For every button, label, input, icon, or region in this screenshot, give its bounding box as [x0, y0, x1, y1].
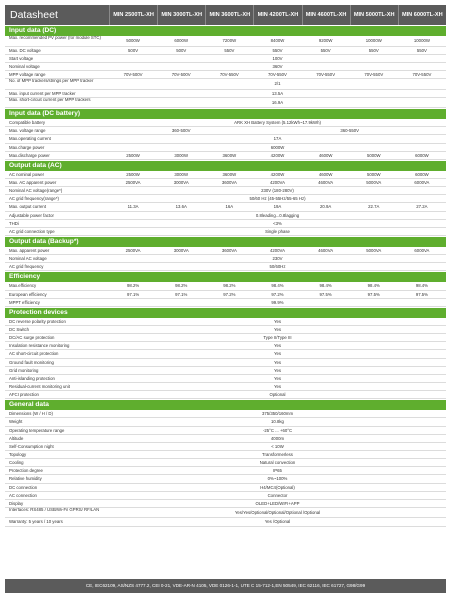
spec-value: 98.2% [126, 283, 140, 289]
spec-row [5, 144, 446, 152]
spec-row [5, 71, 446, 79]
spec-label: Max. DC voltage [9, 47, 41, 53]
spec-label: Start voltage [9, 55, 34, 61]
spec-value: 230V [272, 256, 283, 262]
spec-value: -25°C ... +60°C [262, 427, 293, 433]
spec-value: 500V [128, 47, 139, 53]
spec-label: AFCI protection [9, 392, 39, 398]
spec-label: Grid monitoring [9, 367, 39, 373]
spec-values [109, 334, 446, 341]
spec-values [109, 518, 446, 525]
spec-values [109, 255, 446, 262]
spec-row [5, 508, 446, 519]
spec-value: Yes/Yes/Optional/Optional/Optional /Optional [234, 509, 321, 515]
spec-value: IP65 [273, 468, 282, 474]
spec-value: 360-500V [171, 128, 191, 134]
spec-label: Self-Consumption night [9, 443, 54, 449]
spec-values [109, 79, 446, 89]
spec-value: 13.6A [175, 204, 187, 210]
spec-value: 20.9A [320, 204, 332, 210]
spec-value: 70V-500V [171, 71, 191, 77]
spec-value: 3000VA [173, 248, 189, 254]
spec-value: 70V-550V [268, 71, 287, 77]
spec-row [5, 427, 446, 435]
spec-row [5, 475, 446, 483]
spec-value: 5000VA [366, 248, 382, 254]
spec-value: 97.5% [415, 291, 428, 297]
spec-row [5, 443, 446, 451]
section-header: Input data (DC) [5, 26, 446, 36]
spec-values [109, 326, 446, 333]
spec-label: Anti-islanding protection [9, 375, 55, 381]
spec-value: 7200W [222, 38, 237, 43]
spec-value: 6000W [270, 144, 285, 150]
datasheet-header [5, 5, 446, 25]
spec-value: 8400W [270, 38, 285, 43]
spec-row [5, 299, 446, 307]
spec-value: 550V [368, 47, 379, 53]
spec-values [109, 282, 446, 289]
spec-row [5, 350, 446, 358]
spec-values [109, 228, 446, 235]
spec-label: DC Switch [9, 327, 30, 333]
spec-row [5, 152, 446, 160]
spec-values [109, 171, 446, 178]
spec-value: ARK XH Battery System (5.12kWh~17.9kWh) [234, 120, 321, 126]
spec-row [5, 318, 446, 326]
spec-row [5, 451, 446, 459]
datasheet [5, 5, 446, 527]
spec-label: DC/AC surge protection [9, 335, 55, 341]
spec-values [109, 484, 446, 491]
spec-value: 2500W [126, 152, 140, 158]
spec-label: AC connection [9, 492, 37, 498]
spec-row [5, 179, 446, 187]
spec-row [5, 263, 446, 271]
section-header: Efficiency [5, 272, 446, 282]
spec-value: 98.2% [223, 283, 236, 289]
datasheet-title: Datasheet [10, 9, 58, 21]
spec-value: 6000W [174, 38, 189, 43]
spec-values [109, 475, 446, 482]
spec-value: Yes [273, 318, 281, 324]
spec-label: No. of MPP trackers/strings per MPP tracker [9, 79, 94, 84]
spec-value: 3600W [222, 152, 237, 158]
spec-value: 97.1% [175, 291, 188, 297]
spec-values [109, 90, 446, 97]
spec-label: Max.discharge power [9, 152, 50, 158]
certifications-footer: CE, IEC62109, AS/NZS 4777.2, CEI 0-21, VDE-AR-N 4105, VDE 0126-1-1, UTE C 15-712-1,EN 50549, IEC 62116, IEC 61727, G98/G99 [5, 579, 446, 593]
spec-label: AC grid frequency(range*) [9, 196, 59, 202]
spec-values [109, 508, 446, 518]
model-column-header: MIN 3000TL-XH [157, 5, 205, 25]
spec-values [109, 212, 446, 219]
spec-row [5, 220, 446, 228]
spec-value: 375/350/160mm [261, 411, 294, 417]
model-column-header: MIN 4600TL-XH [302, 5, 350, 25]
spec-values [109, 220, 446, 227]
spec-value: 99.9% [271, 299, 284, 305]
spec-value: 100V [272, 55, 283, 61]
spec-label: AC grid frequency [9, 264, 44, 270]
spec-value: 4600W [318, 171, 333, 177]
spec-row [5, 187, 446, 195]
spec-value: 70V-550V [219, 71, 239, 77]
spec-values [109, 36, 446, 46]
spec-values [109, 492, 446, 499]
spec-value: Yes [273, 343, 281, 349]
spec-values [109, 318, 446, 325]
spec-value: Type II/Type III [263, 335, 292, 341]
spec-value: Connector [267, 492, 288, 498]
spec-value: 2500W [126, 171, 140, 177]
spec-values [109, 127, 446, 134]
spec-value: 4000m [270, 435, 285, 441]
spec-label: THDi [9, 220, 19, 226]
spec-label: AC short-circuit protection [9, 351, 59, 357]
spec-label: Cooling [9, 460, 24, 466]
section-header: Input data (DC battery) [5, 109, 446, 119]
spec-values [109, 467, 446, 474]
spec-row [5, 484, 446, 492]
spec-value: 550V [272, 47, 283, 53]
spec-value: Yes [273, 384, 281, 389]
spec-value: 16.9A [271, 99, 284, 105]
spec-label: MPPT efficiency [9, 299, 40, 305]
spec-value: 97.1% [126, 291, 140, 297]
spec-row [5, 467, 446, 475]
spec-label: MPP voltage range [9, 71, 46, 77]
spec-value: 3000W [174, 152, 189, 158]
spec-label: Display [9, 500, 24, 506]
spec-values [109, 291, 446, 298]
spec-values [109, 299, 446, 306]
spec-row [5, 342, 446, 350]
spec-values [109, 350, 446, 357]
spec-label: Relative humidity [9, 476, 42, 482]
spec-values [109, 135, 446, 142]
spec-value: Yes [273, 359, 281, 365]
spec-row [5, 47, 446, 55]
spec-values [109, 427, 446, 434]
spec-row [5, 63, 446, 71]
spec-row [5, 391, 446, 399]
spec-label: Max. short-circuit current per MPP trackers [9, 97, 91, 102]
spec-values [109, 203, 446, 210]
spec-value: 3600W [222, 171, 237, 177]
spec-value: <3% [273, 220, 282, 226]
spec-label: Max. voltage range [9, 128, 46, 134]
spec-value: 4200W [270, 152, 285, 158]
spec-values [109, 55, 446, 62]
spec-value: 5000W [126, 38, 140, 43]
spec-value: 6000VA [414, 180, 430, 186]
spec-value: 360V [272, 63, 283, 69]
spec-label: Max.charge power [9, 144, 45, 150]
spec-value: 50/60Hz [269, 264, 286, 270]
spec-row [5, 212, 446, 220]
spec-values [109, 119, 446, 126]
spec-value: 97.2% [271, 291, 284, 297]
spec-value: Yes [273, 327, 281, 333]
spec-value: 550V [320, 47, 331, 53]
spec-value: 360-550V [340, 128, 360, 134]
model-column-header: MIN 4200TL-XH [253, 5, 301, 25]
spec-value: 0.8leading...0.8lagging [255, 212, 300, 218]
spec-value: 19A [273, 204, 282, 210]
spec-value: 17A [273, 136, 282, 142]
spec-value: 5000W [366, 171, 381, 177]
spec-value: 6000W [415, 171, 429, 177]
spec-label: Weight [9, 419, 23, 425]
spec-label: Altitude [9, 435, 24, 441]
spec-value: 4200VA [270, 248, 285, 254]
spec-value: 4600W [318, 152, 333, 158]
spec-row [5, 79, 446, 90]
spec-row [5, 500, 446, 508]
spec-value: 97.5% [367, 291, 380, 297]
spec-value: 10000W [413, 38, 430, 43]
section-header: Output data (Backup*) [5, 237, 446, 247]
spec-row [5, 410, 446, 418]
spec-values [109, 418, 446, 425]
spec-values [109, 342, 446, 349]
spec-label: DC reverse polarity protection [9, 318, 66, 324]
model-column-header: MIN 3600TL-XH [205, 5, 253, 25]
spec-label: Insulation resistance monitoring [9, 343, 70, 349]
spec-value: 4200VA [270, 180, 285, 186]
spec-value: Yes [273, 367, 281, 373]
spec-row [5, 228, 446, 236]
spec-value: 98.4% [319, 283, 332, 289]
spec-value: Yes /Optional [264, 519, 291, 525]
spec-values [109, 179, 446, 186]
spec-label: Dimensions (W / H / D) [9, 411, 53, 417]
spec-value: 16A [225, 204, 234, 210]
spec-row [5, 326, 446, 334]
spec-label: Nominal voltage [9, 63, 40, 69]
spec-label: Max. input current per MPP tracker [9, 90, 76, 96]
spec-value: 97.5% [319, 291, 332, 297]
spec-value: 98.4% [415, 283, 428, 289]
spec-row [5, 435, 446, 443]
spec-value: 11.3A [127, 204, 139, 210]
spec-values [109, 195, 446, 202]
spec-value: 10.8kg [271, 419, 284, 425]
spec-values [109, 500, 446, 507]
spec-row [5, 195, 446, 203]
spec-value: 3600VA [221, 248, 237, 254]
spec-value: Single phase [265, 228, 290, 234]
spec-value: 70V-500V [123, 71, 143, 77]
spec-value: 98.4% [367, 283, 380, 289]
spec-value: 3000VA [173, 180, 189, 186]
spec-value: 98.4% [271, 283, 284, 289]
spec-value: 98.2% [175, 283, 188, 289]
spec-row [5, 98, 446, 109]
spec-row [5, 247, 446, 255]
spec-row [5, 383, 446, 391]
spec-value: 4600VA [318, 248, 334, 254]
spec-values [109, 71, 446, 78]
spec-row [5, 375, 446, 383]
spec-label: DC connection [9, 484, 38, 490]
spec-value: 22.7A [368, 204, 380, 210]
spec-value: 2500VA [125, 248, 141, 254]
spec-value: Transformerless [262, 451, 293, 457]
spec-value: 9200W [318, 38, 333, 43]
spec-value: Optional [269, 392, 286, 398]
spec-label: Topology [9, 451, 27, 457]
spec-row [5, 127, 446, 135]
model-column-header: MIN 2500TL-XH [109, 5, 157, 25]
spec-label: Max. AC apparent power [9, 180, 57, 186]
spec-label: Compatible battery [9, 120, 46, 126]
spec-row [5, 459, 446, 467]
spec-value: 500V [176, 47, 187, 53]
spec-value: 6000VA [414, 248, 430, 254]
spec-value: 2500VA [125, 180, 141, 186]
spec-values [109, 459, 446, 466]
spec-values [109, 383, 446, 390]
spec-label: Max. recommended PV power (for module STC) [9, 36, 101, 40]
spec-row [5, 90, 446, 98]
spec-label: Interfaces: RS485 / USB/Wi-Fi/ GPRS/ RF/LAN [9, 507, 100, 512]
spec-values [109, 443, 446, 450]
datasheet-body [5, 26, 446, 527]
spec-values [109, 47, 446, 54]
spec-value: 13.5A [271, 90, 284, 96]
model-column-header: MIN 5000TL-XH [350, 5, 398, 25]
spec-value: 3000W [174, 171, 189, 177]
spec-values [109, 152, 446, 159]
spec-value: 10000W [365, 38, 382, 43]
spec-value: 550V [224, 47, 235, 53]
spec-value: OLED+LED/WIFI+APP [255, 500, 300, 506]
spec-value: Natural convection [259, 460, 296, 466]
spec-row [5, 55, 446, 63]
spec-value: Yes [273, 375, 281, 381]
spec-value: 230V (180-280V) [261, 188, 294, 194]
spec-row [5, 418, 446, 426]
spec-values [109, 263, 446, 270]
spec-value: 2/1 [274, 81, 281, 87]
spec-row [5, 291, 446, 299]
spec-row [5, 282, 446, 290]
spec-label: Adjustable power factor [9, 212, 54, 218]
spec-value: 0%~100% [267, 476, 288, 482]
spec-values [109, 367, 446, 374]
spec-values [109, 391, 446, 398]
spec-row [5, 36, 446, 47]
spec-label: Residual-current monitoring unit [9, 384, 70, 389]
spec-label: Nominal AC voltage [9, 256, 47, 262]
spec-row [5, 203, 446, 211]
spec-label: Max. apparent power [9, 248, 50, 254]
spec-row [5, 171, 446, 179]
spec-label: Warranty: 5 years / 10 years [9, 519, 63, 525]
spec-values [109, 187, 446, 194]
spec-label: Operating temperature range [9, 427, 65, 433]
spec-values [109, 359, 446, 366]
spec-label: Protection degree [9, 468, 43, 474]
spec-value: 6000W [415, 152, 429, 158]
spec-values [109, 435, 446, 442]
spec-values [109, 63, 446, 70]
spec-value: 70V-550V [316, 71, 336, 77]
spec-value: 550V [416, 47, 427, 53]
spec-label: Max.operating current [9, 136, 51, 142]
spec-label: Nominal AC voltage(range*) [9, 188, 63, 194]
spec-values [109, 410, 446, 417]
spec-label: AC nominal power [9, 171, 45, 177]
spec-value: 27.2A [416, 204, 428, 210]
spec-values [109, 451, 446, 458]
spec-row [5, 492, 446, 500]
spec-value: 5000W [366, 152, 381, 158]
spec-value: 4200W [270, 171, 285, 177]
spec-label: Max. output current [9, 204, 47, 210]
spec-value: 97.2% [223, 291, 236, 297]
spec-value: 3600VA [221, 180, 237, 186]
spec-value: 50/60 Hz (45-55Hz/55-65 Hz) [249, 196, 306, 202]
spec-row [5, 255, 446, 263]
spec-row [5, 334, 446, 342]
section-header: Output data (AC) [5, 161, 446, 171]
spec-values [109, 98, 446, 108]
section-header: Protection devices [5, 308, 446, 318]
spec-value: < 10W [271, 443, 284, 449]
spec-value: Yes [273, 351, 281, 357]
spec-values [109, 247, 446, 254]
spec-value: 70V-550V [412, 71, 432, 77]
spec-label: AC grid connection type [9, 228, 55, 234]
spec-values [109, 144, 446, 151]
spec-row [5, 135, 446, 143]
spec-label: European efficiency [9, 291, 47, 297]
spec-value: 5000VA [366, 180, 382, 186]
spec-row [5, 359, 446, 367]
spec-values [109, 375, 446, 382]
spec-value: 70V-550V [364, 71, 384, 77]
spec-row [5, 119, 446, 127]
spec-row [5, 367, 446, 375]
spec-label: Ground fault monitoring [9, 359, 54, 365]
model-column-header: MIN 6000TL-XH [398, 5, 446, 25]
spec-value: 4600VA [318, 180, 334, 186]
spec-value: H4/MC4(Optional) [260, 484, 295, 490]
section-header: General data [5, 400, 446, 410]
spec-row [5, 518, 446, 526]
spec-label: Max.efficiency [9, 283, 37, 289]
